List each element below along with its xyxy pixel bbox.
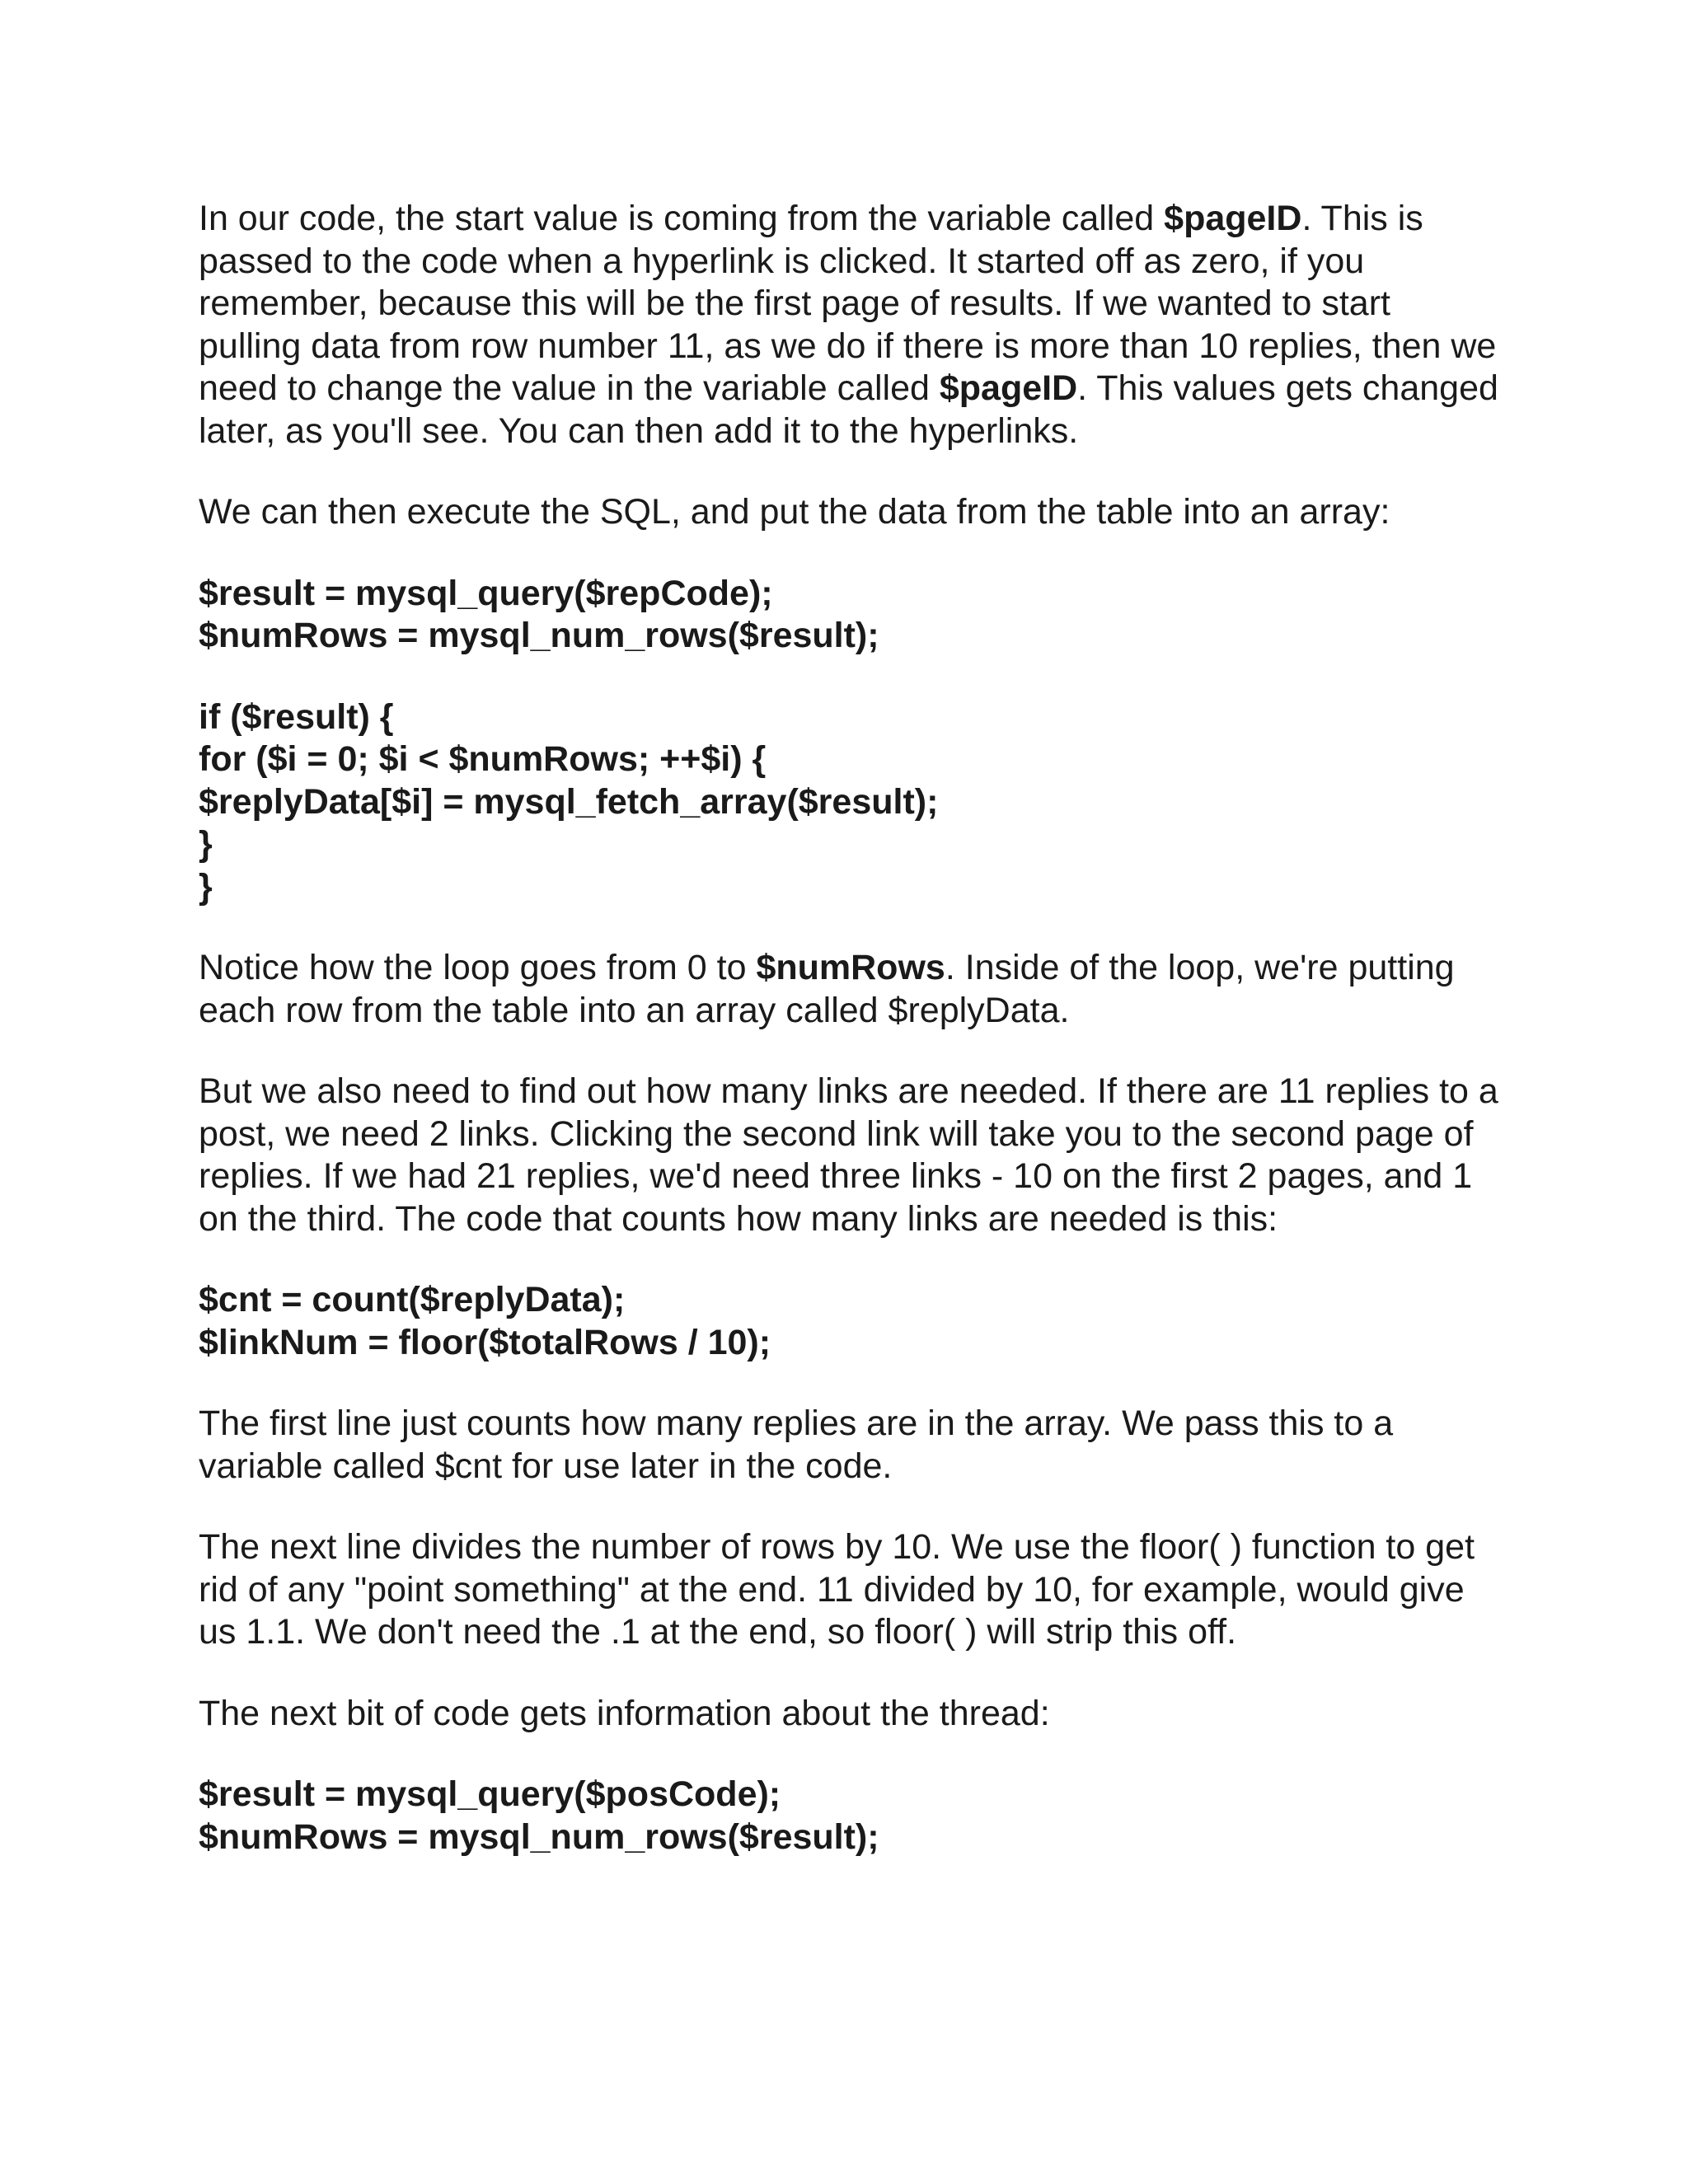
paragraph-loop-explanation	[199, 947, 1501, 1032]
code-line: $numRows = mysql_num_rows($result);	[199, 1816, 879, 1857]
text-run: Notice how the loop goes from 0 to	[199, 948, 757, 987]
paragraph-first-line: The first line just counts how many replies are in the array. We pass this to a variable called $cnt for use later in the code.	[199, 1404, 1394, 1486]
code-line: if ($result) {	[199, 696, 394, 737]
inline-code-pageid: $pageID	[1164, 199, 1302, 238]
paragraph-thread-info: The next bit of code gets information about the thread:	[199, 1693, 1050, 1733]
text-run: In our code, the start value is coming from the variable called	[199, 199, 1165, 238]
code-line: $result = mysql_query($posCode);	[199, 1774, 781, 1814]
paragraph-execute-sql: We can then execute the SQL, and put the data from the table into an array:	[199, 492, 1390, 532]
code-line: $linkNum = floor($totalRows / 10);	[199, 1322, 771, 1362]
code-line: $replyData[$i] = mysql_fetch_array($result);	[199, 781, 939, 822]
code-line: $result = mysql_query($repCode);	[199, 573, 773, 613]
code-line: $cnt = count($replyData);	[199, 1280, 626, 1319]
inline-code-pageid: $pageID	[939, 368, 1078, 408]
text-run: . Inside of the loop, we're putting each row from the table into an array called $replyData.	[199, 948, 1455, 1030]
code-block-loop	[199, 696, 1501, 909]
code-block-query	[199, 573, 1501, 658]
paragraph-links-needed: But we also need to find out how many links are needed. If there are 11 replies to a post, we need 2 links. Clicking the second link will take you to the second page of replies. If we had 21 replies, we'd need three links - 10 on the first 2 pages, and 1 on the third. The code that counts how many links are needed is this:	[199, 1071, 1498, 1239]
code-line: }	[199, 824, 213, 864]
code-block-count	[199, 1279, 1501, 1364]
code-line: $numRows = mysql_num_rows($result);	[199, 616, 879, 655]
inline-code-numrows: $numRows	[756, 948, 945, 987]
paragraph-start-value	[199, 198, 1501, 452]
code-block-thread-query	[199, 1774, 1501, 1858]
text-run: . This is passed to the code when a hyperlink is clicked. It started off as zero, if you remember, because this will be the first page of results. If we wanted to start pulling data from row number 11, as we do if there is more than 10 replies, then we need to change the value in the variable called	[199, 199, 1497, 408]
text-run: . This values gets changed later, as you'll see. You can then add it to the hyperlinks.	[199, 368, 1498, 451]
code-line: }	[199, 866, 213, 907]
document-page	[199, 198, 1501, 1897]
paragraph-floor-function: The next line divides the number of rows by 10. We use the floor( ) function to get rid of any "point something" at the end. 11 divided by 10, for example, would give us 1.1. We don't need the .1 at the end, so floor( ) will strip this off.	[199, 1527, 1475, 1652]
code-line: for ($i = 0; $i < $numRows; ++$i) {	[199, 739, 767, 779]
